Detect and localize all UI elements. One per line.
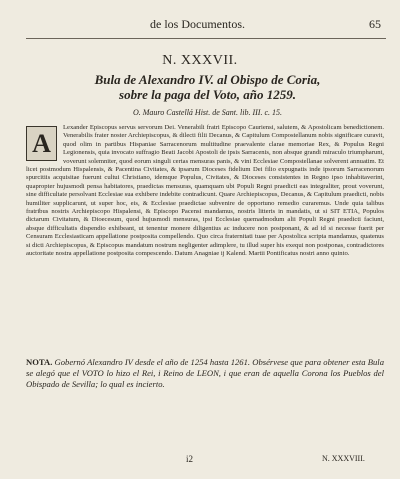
editorial-note bbox=[26, 357, 384, 391]
page-number: 65 bbox=[369, 17, 381, 31]
drop-cap: A bbox=[26, 126, 57, 161]
document-number: N. XXXVII. bbox=[162, 53, 238, 68]
signature-mark: i2 bbox=[186, 454, 194, 464]
note-text: Gobernó Alexandro IV desde el año de 1254 hasta 1261. Obsérvese que para obtener esta Bula se alegó que el VOTO lo hizo el Rei, i Reino de LEON, i que eran de aquella Corona los Pueblos del Obispado de Sevilla; lo qual es incierto. bbox=[26, 357, 384, 390]
note-label: NOTA. bbox=[26, 357, 53, 367]
page-header bbox=[0, 17, 400, 33]
header-rule bbox=[26, 38, 386, 39]
document-title-line-1: Bula de Alexandro IV. al Obispo de Coria, bbox=[94, 72, 321, 87]
bull-body-text bbox=[26, 124, 384, 259]
running-title: de los Documentos. bbox=[150, 17, 245, 31]
bull-body-content: Lexander Episcopus servus servorum Dei. Venerabili fratri Episcopo Cauriensi, salutem, & Apostolicam benedictionem. Venerabilis frater noster Archiepiscopus, & dilecti filii Decanus, & Capitulum Compostellanum nobis significare curavit, quod olim in partibus Hispaniae Sarracenorum multitudine praevalente clarae memoriae Rex, & Populus Regni Legionensis, quia invocato suffragio Beati Jacobi Apostoli de ipsis Sarracenis, non absque grandi miraculo triumpharunt, voverunt solemniter, quod eorum singuli certas mensuras panis, & vini Ecclesiae Compostellanae solverent annuatim. Et licet postmodum Hispalensis, & Pacentina Civitates, & ipsarum Dioceses fidelium Dei filio expugnatis inde ipsorum Sarracenorum spurcitiis acquisitae fuerunt cultui Christiano, idemque Populus, Civitates, & Dioceses consistentes in Regno ipso inhabitaverint, quapropter hujusmodi pensa habitatores, praedictas mensuras, quamquam ubi Populi Regni praedicti eas integraliter, prout voverunt, sine difficultate persolvant Ecclesiae sua exhibere indebite contradicunt. Quare Archiepiscopus, Decanus, & Capitulum praedicti, nobis humiliter supplicarunt, ut super hoc, eis, & Ecclesiae praedictae subvenire de opportuno remedio curaremus. Unde quia talibus fratribus nostris Archiepiscopo Hispalensi, & Episcopo Pacensi mandamus, nostris litteris in mandatis, ut si SIT ETIA, Populos dictarum Civitatum, & Dioecesum, quod hujusmodi mensuras, ipsi Ecclesiae quemadmodum alii Populi Regni praedicti faciunt, absque difficultatis dispendio exhibeant, ut tenentur monere diligentius ac inducere non postponant, & ad id si necesse fuerit per Censuram Ecclesiasticam appellatione postposita compellendo. Quo circa fraternitati tuae per Apostolica scripta mandamus, quatenus si dicti Archiepiscopus, & Episcopus mandatum nostrum negligenter adimplere, tu illud super his exequi non postponas, contradictores auctoritate nostra appellatione postposita compescendo. Datum Anagniae ij Kalend. Martii Pontificatus nostri anno quinto. bbox=[26, 124, 384, 258]
document-title bbox=[40, 72, 375, 102]
document-title-line-2: sobre la paga del Voto, año 1259. bbox=[119, 87, 296, 102]
catchword: N. XXXVIII. bbox=[322, 454, 365, 463]
source-citation: O. Mauro Castellá Hist. de Sant. lib. III. c. 15. bbox=[132, 108, 283, 117]
